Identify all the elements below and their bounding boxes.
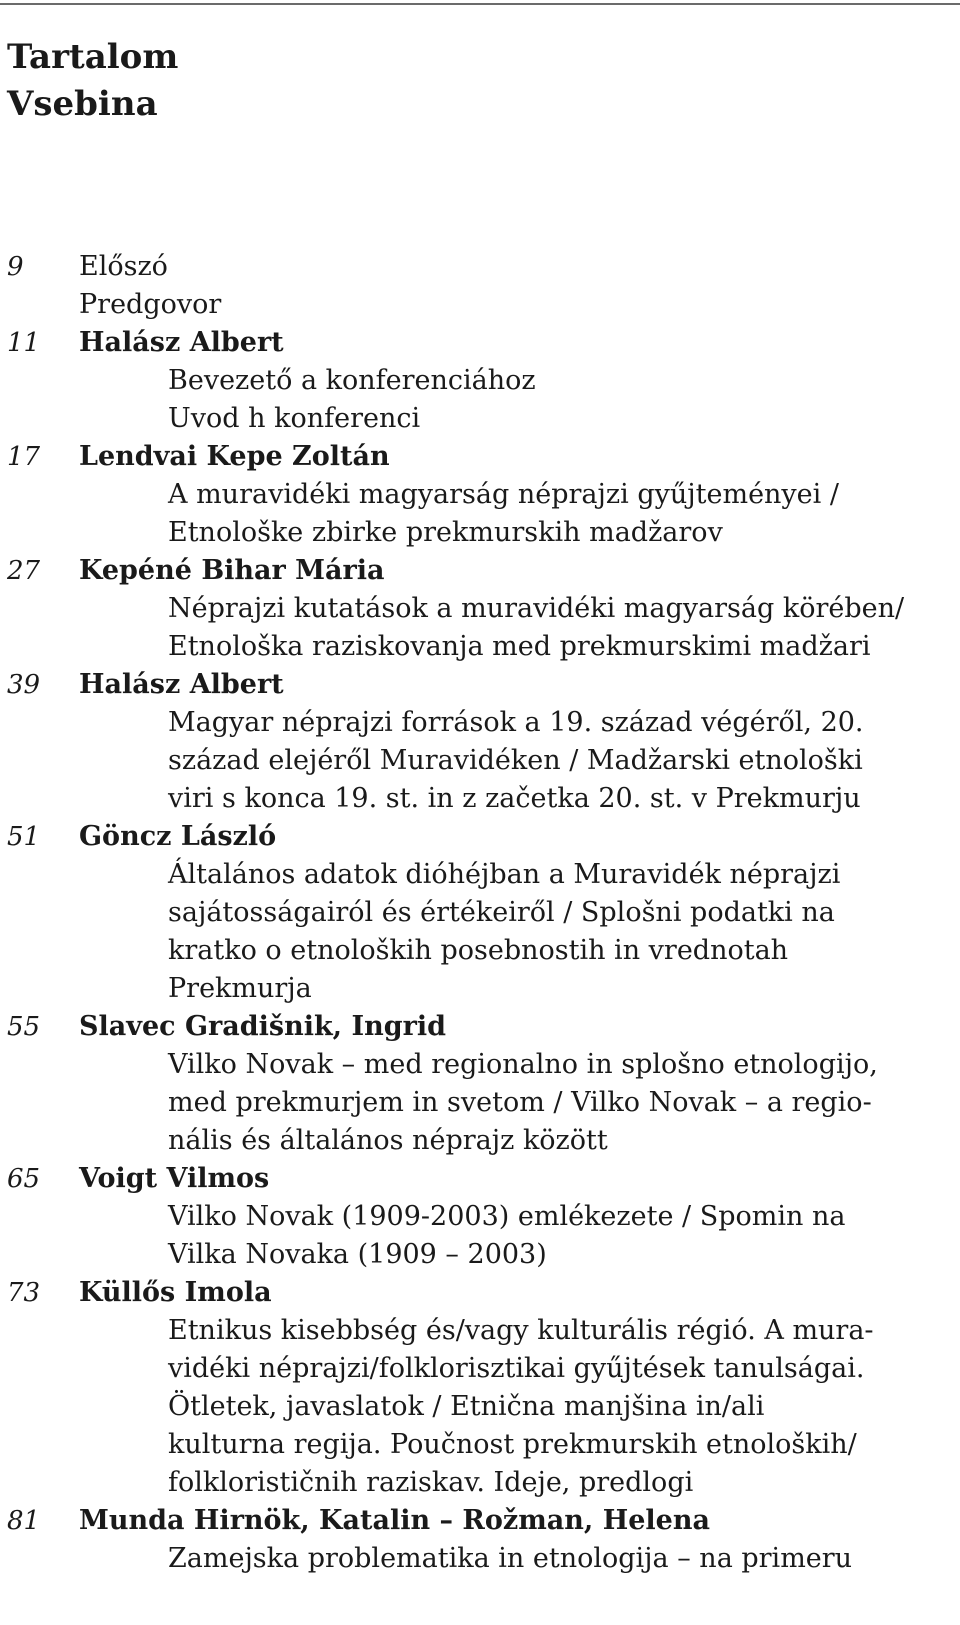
entry-author: Halász Albert: [79, 669, 284, 700]
entry-author: Göncz László: [79, 821, 277, 852]
page-number: 11: [7, 328, 41, 358]
entry-title-line: Bevezető a konferenciához: [168, 365, 536, 396]
entry-title-line: A muravidéki magyarság néprajzi gyűjteményei /: [168, 479, 839, 510]
entry-author: Lendvai Kepe Zoltán: [79, 441, 390, 472]
toc-entry[interactable]: [0, 1008, 960, 1160]
page-number: 65: [7, 1164, 41, 1194]
entry-title-line: Magyar néprajzi források a 19. század végéről, 20.: [168, 707, 864, 738]
toc-entry[interactable]: [0, 438, 960, 552]
page-number: 55: [7, 1012, 41, 1042]
entry-title-line: vidéki néprajzi/folklorisztikai gyűjtések tanulságai.: [168, 1353, 865, 1384]
top-rule: [0, 3, 960, 5]
title-slovenian: Vsebina: [7, 84, 158, 124]
page-title: [7, 34, 178, 128]
page-number: 81: [7, 1506, 41, 1536]
entry-title-line: Etnološke zbirke prekmurskih madžarov: [168, 517, 723, 548]
page-number: 73: [7, 1278, 41, 1308]
entry-title-line: Néprajzi kutatások a muravidéki magyarság körében/: [168, 593, 905, 624]
entry-title-line: Uvod h konferenci: [168, 403, 421, 434]
entry-title-line: viri s konca 19. st. in z začetka 20. st. v Prekmurju: [168, 783, 861, 814]
page-number: 51: [7, 822, 41, 852]
entry-title-line: Vilko Novak (1909-2003) emlékezete / Spomin na: [168, 1201, 846, 1232]
entry-title-line: Ötletek, javaslatok / Etnična manjšina in/ali: [168, 1391, 765, 1422]
entry-title-line: Vilka Novaka (1909 – 2003): [168, 1239, 547, 1270]
entry-title-line: Vilko Novak – med regionalno in splošno etnologijo,: [168, 1049, 878, 1080]
title-hungarian: Tartalom: [7, 37, 179, 77]
toc-entry[interactable]: [0, 248, 960, 324]
entry-author: Voigt Vilmos: [79, 1163, 270, 1194]
entry-author: Slavec Gradišnik, Ingrid: [79, 1011, 446, 1042]
toc-entry[interactable]: [0, 666, 960, 818]
entry-author: Küllős Imola: [79, 1277, 272, 1308]
entry-title-line: med prekmurjem in svetom / Vilko Novak – a regio-: [168, 1087, 872, 1118]
entry-title-line: Predgovor: [79, 289, 222, 320]
entry-title-line: sajátosságairól és értékeiről / Splošni podatki na: [168, 897, 835, 928]
toc-entry[interactable]: [0, 818, 960, 1008]
entry-author: Halász Albert: [79, 327, 284, 358]
entry-title-line: Előszó: [79, 251, 168, 282]
page-number: 39: [7, 670, 41, 700]
entry-title-line: folklorističnih raziskav. Ideje, predlogi: [168, 1467, 694, 1498]
toc-entry[interactable]: [0, 552, 960, 666]
entry-title-line: kratko o etnoloških posebnostih in vrednotah: [168, 935, 789, 966]
toc-entry[interactable]: [0, 1502, 960, 1578]
entry-title-line: század elejéről Muravidéken / Madžarski etnološki: [168, 745, 863, 776]
entry-title-line: Etnološka raziskovanja med prekmurskimi madžari: [168, 631, 871, 662]
page-number: 17: [7, 442, 41, 472]
entry-title-line: Prekmurja: [168, 973, 312, 1004]
toc-entry[interactable]: [0, 1160, 960, 1274]
table-of-contents: [0, 248, 960, 1578]
entry-title-line: nális és általános néprajz között: [168, 1125, 608, 1156]
page-number: 27: [7, 556, 41, 586]
entry-author: Munda Hirnök, Katalin – Rožman, Helena: [79, 1505, 710, 1536]
entry-title-line: kulturna regija. Poučnost prekmurskih etnoloških/: [168, 1429, 857, 1460]
toc-entry[interactable]: [0, 324, 960, 438]
entry-title-line: Etnikus kisebbség és/vagy kulturális régió. A mura-: [168, 1315, 874, 1346]
entry-author: Kepéné Bihar Mária: [79, 555, 385, 586]
toc-entry[interactable]: [0, 1274, 960, 1502]
entry-title-line: Általános adatok dióhéjban a Muravidék néprajzi: [168, 859, 841, 890]
entry-title-line: Zamejska problematika in etnologija – na primeru: [168, 1543, 853, 1574]
page-number: 9: [7, 252, 24, 282]
